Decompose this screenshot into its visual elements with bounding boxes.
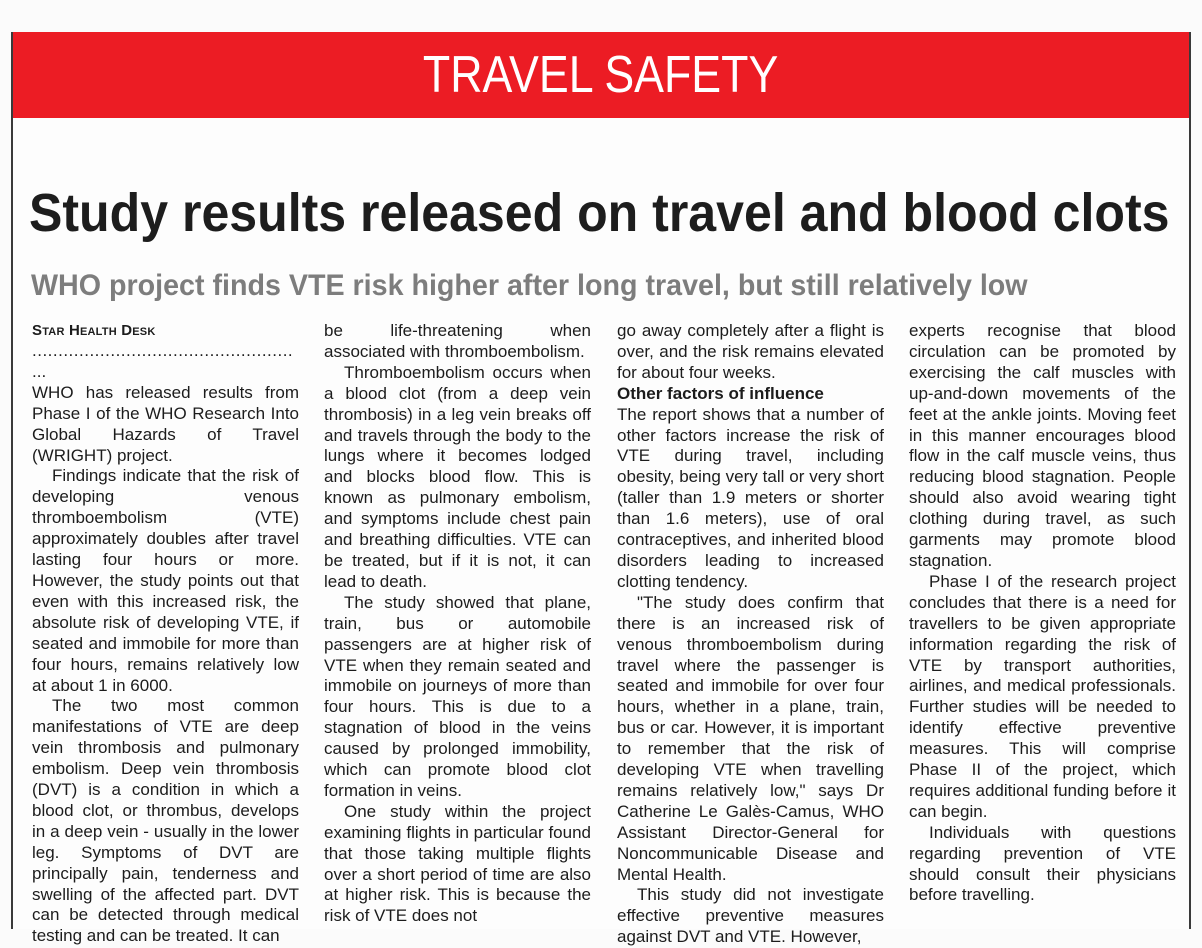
paragraph: Findings indicate that the risk of developing venous thromboembolism (VTE) approximately doubles after travel lasting four hours or more. However, the study points out that even with this increased risk, the absolute risk of developing VTE, if seated and immobile for more than four hours, remains relatively low at about 1 in 6000. xyxy=(32,466,299,695)
paragraph: WHO has released results from Phase I of the WHO Research Into Global Hazards of Travel (WRIGHT) project. xyxy=(32,382,299,465)
article-column-4 xyxy=(909,321,1176,906)
newspaper-page xyxy=(11,32,1191,947)
article-headline: Study results released on travel and blood clots xyxy=(29,183,1170,243)
article-column-1 xyxy=(32,321,299,947)
paragraph: be life-threatening when associated with thromboembolism. xyxy=(324,321,591,361)
paragraph: experts recognise that blood circulation can be promoted by exercising the calf muscles with up-and-down movements of the feet at the ankle joints. Moving feet in this manner encourages blood flow in the calf muscle veins, thus reducing blood stagnation. People should also avoid wearing tight clothing during travel, as such garments may promote blood stagnation. xyxy=(909,321,1176,570)
paragraph: The two most common manifestations of VTE are deep vein thrombosis and pulmonary embolism. Deep vein thrombosis (DVT) is a condition in which a blood clot, or thrombus, develops in a deep vein - usually in the lower leg. Symptoms of DVT are principally pain, tenderness and swelling of the affected part. DVT can be detected through medical testing and can be treated. It can xyxy=(32,696,299,946)
paragraph: Individuals with questions regarding prevention of VTE should consult their physicians before travelling. xyxy=(909,822,1176,905)
paragraph: go away completely after a flight is over, and the risk remains elevated for about four weeks. xyxy=(617,321,884,382)
paragraph: Thromboembolism occurs when a blood clot (from a deep vein thrombosis) in a leg vein breaks off and travels through the body to the lungs where it becomes lodged and blocks blood flow. This is known as pulmonary embolism, and symptoms include chest pain and breathing difficulties. VTE can be treated, but if it is not, it can lead to death. xyxy=(324,362,591,591)
byline-dotted-rule: .................................................. xyxy=(32,341,294,360)
byline-dotted-rule-end: ... xyxy=(32,361,47,381)
paragraph: The study showed that plane, train, bus or automobile passengers are at higher risk of VTE when they remain seated and immobile on journeys of more than four hours. This is due to a stagnation of blood in the veins caused by prolonged immobility, which can promote blood clot formation in veins. xyxy=(324,592,591,800)
byline: Star Health Desk xyxy=(32,322,156,339)
article-column-2 xyxy=(324,321,591,927)
article-subheadline: WHO project finds VTE risk higher after long travel, but still relatively low xyxy=(31,269,1028,302)
paragraph: Phase I of the research project concludes that there is a need for travellers to be given appropriate information regarding the risk of VTE by transport authorities, airlines, and medical professionals. Further studies will be needed to identify effective preventive measures. This will comprise Phase II of the project, which requires additional funding before it can begin. xyxy=(909,571,1176,821)
paragraph: "The study does confirm that there is an increased risk of venous thromboembolism during travel where the passenger is seated and immobile for over four hours, whether in a plane, train, bus or car. However, it is important to remember that the risk of developing VTE when travelling remains relatively low," says Dr Catherine Le Galès-Camus, WHO Assistant Director-General for Noncommunicable Disease and Mental Health. xyxy=(617,592,884,884)
paragraph: This study did not investigate effective preventive measures against DVT and VTE. However, xyxy=(617,885,884,947)
section-banner xyxy=(13,32,1189,118)
article-column-3 xyxy=(617,321,884,948)
section-subtitle: Other factors of influence xyxy=(617,383,824,403)
section-title: TRAVEL SAFETY xyxy=(423,46,779,104)
paragraph: One study within the project examining flights in particular found that those taking multiple flights over a short period of time are also at higher risk. This is because the risk of VTE does not xyxy=(324,801,591,926)
paragraph: The report shows that a number of other factors increase the risk of VTE during travel, including obesity, being very tall or very short (taller than 1.9 meters or shorter than 1.6 meters), use of oral contraceptives, and inherited blood disorders leading to increased clotting tendency. xyxy=(617,404,884,591)
